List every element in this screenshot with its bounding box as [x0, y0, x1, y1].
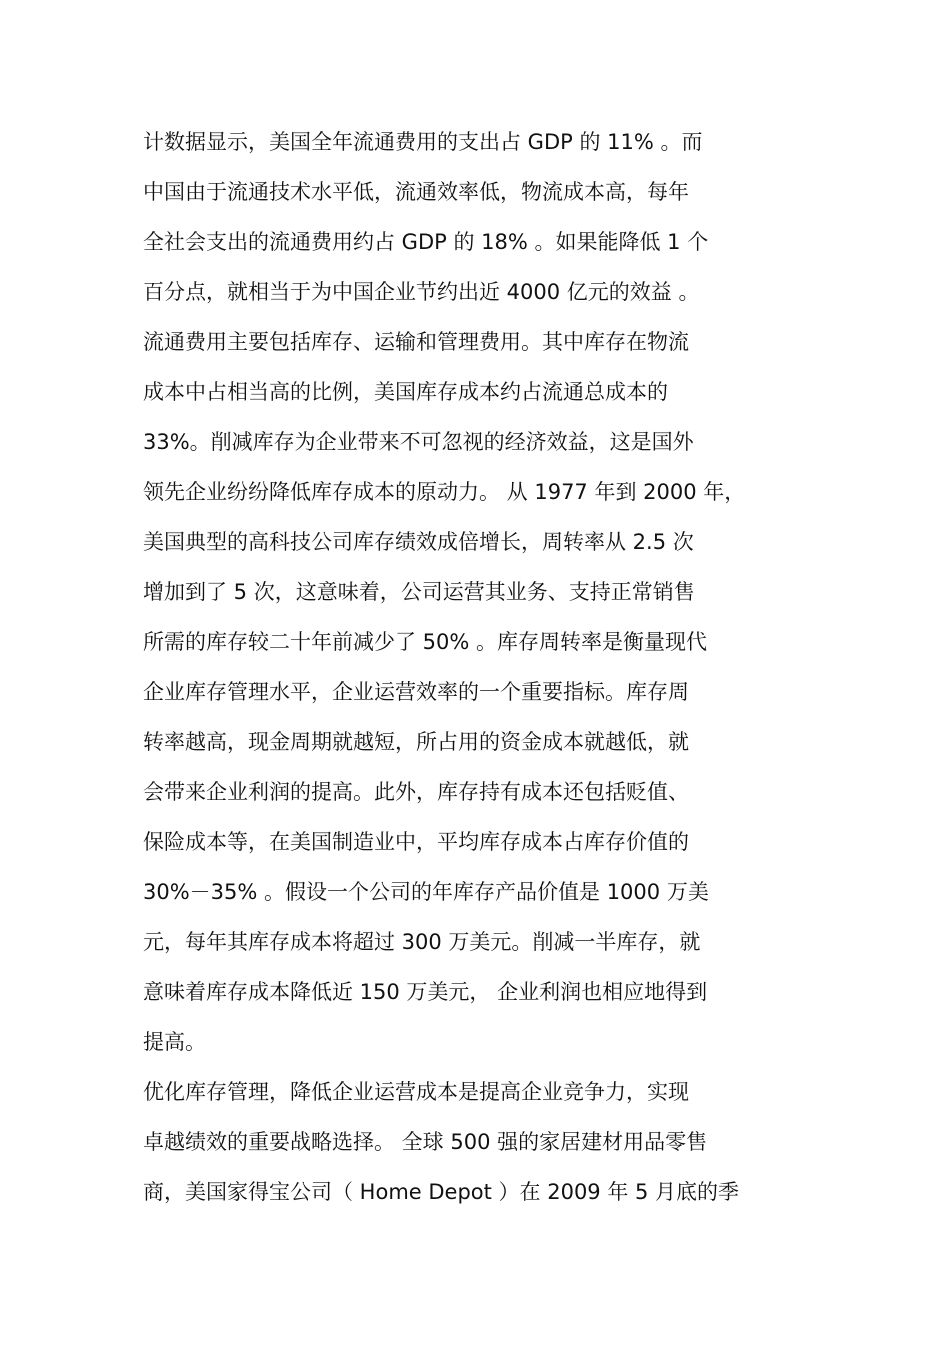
text-line: 元，每年其库存成本将超过 300 万美元。削减一半库存，就: [143, 930, 701, 954]
text-line: 商，美国家得宝公司（ Home Depot ）在 2009 年 5 月底的季: [143, 1180, 740, 1204]
text-line: 33%。削减库存为企业带来不可忽视的经济效益，这是国外: [143, 430, 694, 454]
text-line: 领先企业纷纷降低库存成本的原动力。 从 1977 年到 2000 年，: [143, 480, 746, 504]
text-line: 所需的库存较二十年前减少了 50% 。库存周转率是衡量现代: [143, 630, 708, 654]
text-line: 百分点，就相当于为中国企业节约出近 4000 亿元的效益 。: [143, 280, 700, 304]
text-line: 卓越绩效的重要战略选择。 全球 500 强的家居建材用品零售: [143, 1130, 708, 1154]
text-line: 美国典型的高科技公司库存绩效成倍增长，周转率从 2.5 次: [143, 530, 694, 554]
text-line: 成本中占相当高的比例，美国库存成本约占流通总成本的: [143, 380, 668, 404]
text-line: 意味着库存成本降低近 150 万美元， 企业利润也相应地得到: [143, 980, 708, 1004]
text-line: 计数据显示，美国全年流通费用的支出占 GDP 的 11% 。而: [143, 130, 703, 154]
text-line: 增加到了 5 次，这意味着，公司运营其业务、支持正常销售: [143, 580, 695, 604]
text-line: 中国由于流通技术水平低，流通效率低，物流成本高，每年: [143, 180, 689, 204]
text-line: 保险成本等，在美国制造业中，平均库存成本占库存价值的: [143, 830, 689, 854]
text-line: 企业库存管理水平，企业运营效率的一个重要指标。库存周: [143, 680, 689, 704]
text-line: 30%－35% 。假设一个公司的年库存产品价值是 1000 万美: [143, 880, 709, 904]
text-line: 提高。: [143, 1030, 206, 1054]
text-line: 流通费用主要包括库存、运输和管理费用。其中库存在物流: [143, 330, 689, 354]
text-line: 转率越高，现金周期就越短，所占用的资金成本就越低，就: [143, 730, 689, 754]
text-line: 优化库存管理，降低企业运营成本是提高企业竞争力，实现: [143, 1080, 689, 1104]
text-line: 全社会支出的流通费用约占 GDP 的 18% 。如果能降低 1 个: [143, 230, 709, 254]
text-line: 会带来企业利润的提高。此外，库存持有成本还包括贬值、: [143, 780, 689, 804]
